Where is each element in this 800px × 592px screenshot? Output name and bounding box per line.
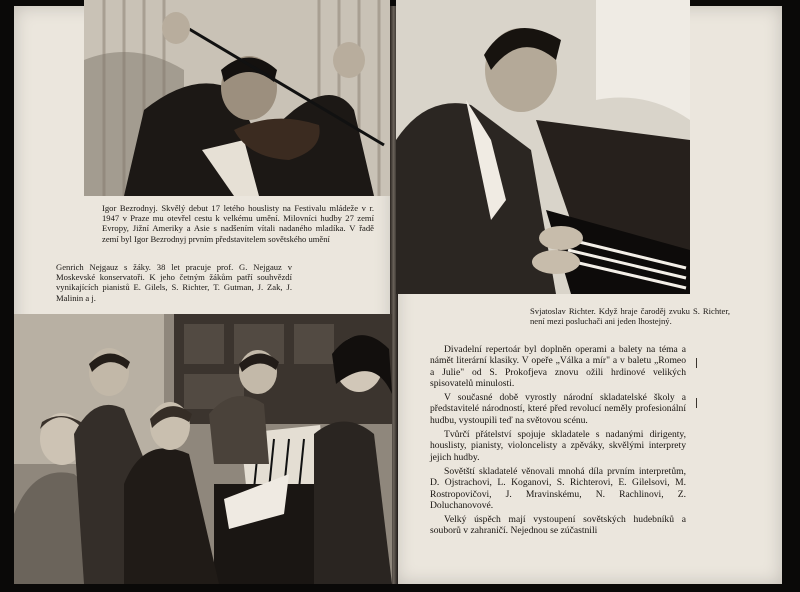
pianist-photo <box>396 0 690 294</box>
margin-mark <box>690 398 697 408</box>
caption-nejgauz: Genrich Nejgauz s žáky. 38 let pracuje prof. G. Nejgauz v Moskevské konservatoři. K jeho četným žákům patří souhvězdí vynikajících pianistů E. Gilels, S. Richter, T. Gutman, J. Zak, J. Malinin a j. <box>56 262 292 303</box>
caption-bezrodnyj: Igor Bezrodnyj. Skvělý debut 17 letého houslisty na Festivalu mládeže v r. 1947 v Praze mu otevřel cestu k velkému umění. Milovníci hudby 27 zemí Evropy, Jižní Ameriky a Asie s nadšením vítali nadaného mladíka. V řadě zemí byl Igor Bezrodnyj prvním představitelem sovětského umění <box>102 203 374 244</box>
paragraph-1: Divadelní repertoár byl doplněn operami a balety na téma a námět literární klasiky. V opeře „Válka a mír" a v baletu „Romeo a Julie" od S. Prokofjeva znovu ožili hrdinové velikých spisovatelů minulosti. <box>430 344 686 389</box>
paragraph-3: Tvůrčí přátelství spojuje skladatele s nadanými dirigenty, houslisty, pianisty, violoncelisty a zpěváky, skvělými interprety jejich hudby. <box>430 429 686 463</box>
violinist-photo <box>84 0 390 196</box>
teacher-with-students-photo <box>14 314 392 584</box>
article-body <box>430 344 686 540</box>
margin-mark <box>690 358 697 368</box>
paragraph-2: V současné době vyrostly národní skladatelské školy a představitelé národností, které před revolucí neměly profesionální hudbu, vystoupili teď na světovou scénu. <box>430 392 686 426</box>
paragraph-4: Sovětští skladatelé věnovali mnohá díla prvním interpretům, D. Ojstrachovi, L. Koganovi, S. Richterovi, E. Gilelsovi, M. Rostropovičovi, J. Mravinskému, N. Rachlinovi, Z. Doluchanovové. <box>430 465 686 511</box>
paragraph-5: Velký úspěch mají vystoupení sovětských hudebníků a souborů v zahraničí. Nejednou se zúčastnili <box>430 514 686 537</box>
caption-richter: Svjatoslav Richter. Když hraje čaroděj zvuku S. Richter, není mezi posluchači ani jeden lhostejný. <box>530 306 730 327</box>
